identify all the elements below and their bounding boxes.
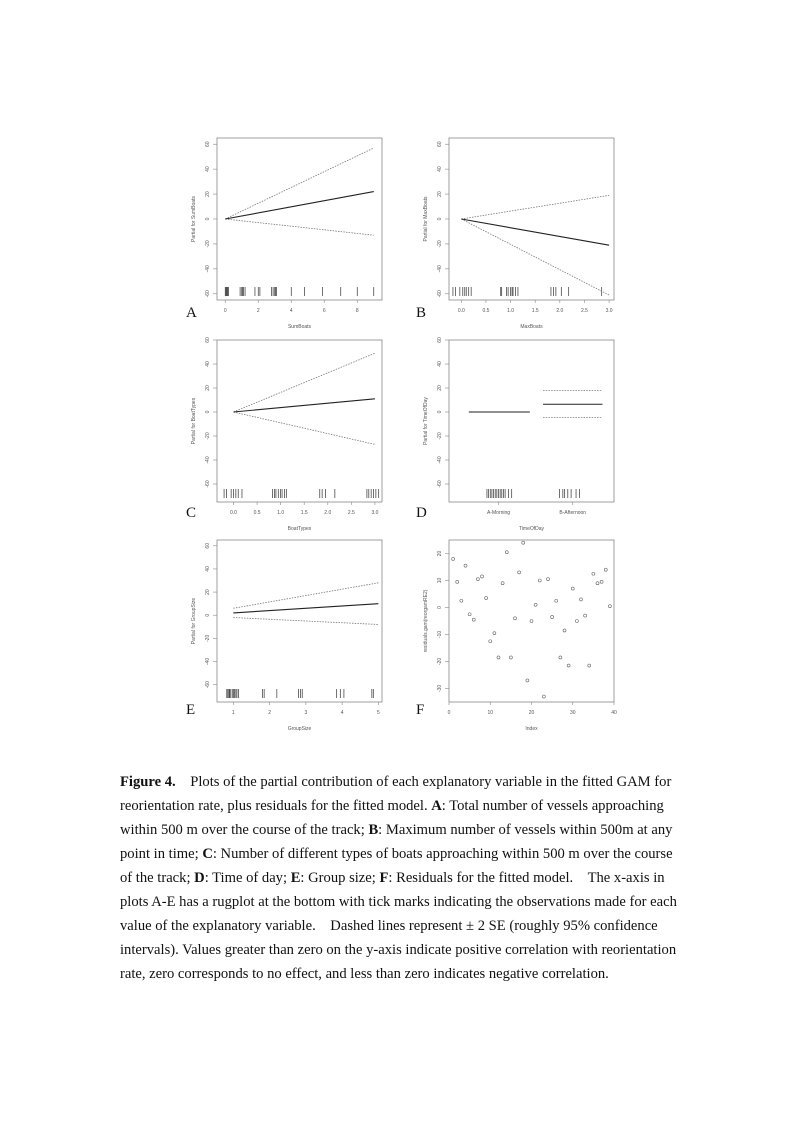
y-tick-label: -40 xyxy=(205,657,211,666)
x-tick-label: 1 xyxy=(231,710,235,716)
residual-point xyxy=(604,568,607,571)
residual-point xyxy=(596,582,599,585)
panel-letter-e: E xyxy=(186,702,196,718)
panel-c xyxy=(165,332,400,532)
residual-point xyxy=(505,551,508,554)
caption-label: Figure 4. xyxy=(120,774,176,790)
x-tick-label: 3.0 xyxy=(371,510,379,516)
x-tick-label: 2.0 xyxy=(324,510,332,516)
residual-point xyxy=(518,571,521,574)
y-tick-label: 60 xyxy=(205,337,211,343)
residual-point xyxy=(600,580,603,583)
y-tick-label: 20 xyxy=(437,191,443,197)
y-tick-label: -10 xyxy=(437,630,443,639)
panel-letter-b: B xyxy=(416,305,427,321)
panel-d xyxy=(397,332,632,532)
residual-point xyxy=(571,587,574,590)
panel-f-plot xyxy=(397,532,632,732)
x-tick-label: 1.5 xyxy=(531,308,539,314)
y-tick-label: -30 xyxy=(437,684,443,693)
y-tick-label: 60 xyxy=(205,543,211,549)
residual-point xyxy=(551,615,554,618)
caption-key-d: D xyxy=(194,870,205,886)
x-axis-title: BoatTypes xyxy=(287,526,312,532)
x-axis-title: TimeOfDay xyxy=(518,526,545,532)
x-tick-label: 2 xyxy=(256,308,260,314)
x-tick-label: 0.5 xyxy=(253,510,261,516)
y-tick-label: 20 xyxy=(437,385,443,391)
residual-point xyxy=(472,618,475,621)
figure-caption xyxy=(120,770,685,986)
x-tick-label: 40 xyxy=(611,710,617,716)
residual-point xyxy=(460,599,463,602)
residual-point xyxy=(592,572,595,575)
residual-point xyxy=(530,620,533,623)
x-axis-title: GroupSize xyxy=(287,726,312,732)
residual-point xyxy=(575,620,578,623)
residual-point xyxy=(489,640,492,643)
y-tick-label: -20 xyxy=(437,657,443,666)
panel-b-plot xyxy=(397,130,632,330)
residual-point xyxy=(538,579,541,582)
y-tick-label: -40 xyxy=(205,456,211,464)
caption-key-a: A xyxy=(431,798,442,814)
upper-se-line xyxy=(234,353,375,412)
y-tick-label: -20 xyxy=(205,240,211,248)
y-tick-label: -20 xyxy=(437,432,443,440)
y-tick-label: 0 xyxy=(437,606,443,609)
lower-se-line xyxy=(233,618,378,625)
residual-point xyxy=(481,575,484,578)
panel-letter-a: A xyxy=(186,305,197,321)
x-tick-label: 1.5 xyxy=(300,510,308,516)
x-axis-title: SumBoats xyxy=(287,324,312,330)
panel-e-plot xyxy=(165,532,400,732)
x-tick-label: 4 xyxy=(289,308,293,314)
residual-point xyxy=(542,695,545,698)
panel-letter-f: F xyxy=(416,702,425,718)
fit-line xyxy=(233,604,378,613)
x-tick-label: 6 xyxy=(322,308,326,314)
panel-a-plot xyxy=(165,130,400,330)
y-axis-title: Partial for MaxBoats xyxy=(423,196,429,242)
residual-point xyxy=(547,578,550,581)
residual-point xyxy=(509,656,512,659)
panel-letter-c: C xyxy=(186,505,197,521)
caption-key-c: C xyxy=(202,846,213,862)
y-tick-label: 40 xyxy=(205,361,211,367)
x-tick-label: 1.0 xyxy=(277,510,285,516)
caption-key-f: F xyxy=(379,870,389,886)
upper-se-line xyxy=(233,583,378,608)
x-tick-label: 4 xyxy=(340,710,344,716)
y-tick-label: 20 xyxy=(205,191,211,197)
residual-point xyxy=(608,605,611,608)
caption-intro: Plots of the partial contribution of each explanatory variable in the fitted GAM for reorientation rate, plus residuals for the fitted model. xyxy=(120,774,672,814)
panel-b xyxy=(397,130,632,330)
caption-key-b: B xyxy=(368,822,379,838)
y-tick-label: -60 xyxy=(437,480,443,488)
y-tick-label: 0 xyxy=(205,217,211,221)
y-tick-label: -40 xyxy=(437,456,443,464)
y-tick-label: -40 xyxy=(205,265,211,273)
caption-key-e: E xyxy=(290,870,301,886)
lower-se-line xyxy=(461,219,609,295)
panel-f xyxy=(397,532,632,732)
x-tick-label: 20 xyxy=(528,710,535,716)
x-tick-label: 0.0 xyxy=(230,510,237,516)
plot-frame xyxy=(449,138,614,300)
x-tick-label: 0.5 xyxy=(482,308,490,314)
y-tick-label: 40 xyxy=(205,566,211,572)
panel-c-plot xyxy=(165,332,400,532)
y-tick-label: 0 xyxy=(437,410,443,414)
x-tick-label: 0 xyxy=(223,308,227,314)
y-tick-label: 0 xyxy=(205,410,211,414)
residual-point xyxy=(567,664,570,667)
y-tick-label: 10 xyxy=(437,577,443,584)
x-axis-title: Index xyxy=(525,726,538,732)
residual-point xyxy=(584,614,587,617)
residual-point xyxy=(497,656,500,659)
residual-point xyxy=(514,617,517,620)
caption-text-e: : Group size; xyxy=(300,870,376,886)
residual-point xyxy=(588,664,591,667)
caption-text-a: : Total number of vessels approaching within 500 m over the course of the track; xyxy=(120,798,664,838)
y-tick-label: -60 xyxy=(205,681,211,689)
residual-point xyxy=(485,597,488,600)
residual-point xyxy=(452,557,455,560)
y-tick-label: 40 xyxy=(437,361,443,367)
y-tick-label: -60 xyxy=(205,480,211,488)
x-tick-label: 2.5 xyxy=(580,308,588,314)
y-axis-title: Partial for TimeOfDay xyxy=(423,397,429,445)
x-tick-label: 10 xyxy=(487,710,494,716)
caption-text-d: : Time of day; xyxy=(204,870,288,886)
caption-text-f: : Residuals for the fitted model. xyxy=(388,870,574,886)
lower-se-line xyxy=(234,412,375,444)
y-axis-title: Partial for BoatTypes xyxy=(191,397,197,445)
residual-point xyxy=(555,599,558,602)
x-tick-label: 0.0 xyxy=(457,308,465,314)
fit-line xyxy=(234,399,375,412)
y-tick-label: 20 xyxy=(205,589,211,595)
y-tick-label: -20 xyxy=(205,634,211,642)
x-tick-label: 8 xyxy=(355,308,359,314)
panel-d-plot xyxy=(397,332,632,532)
y-tick-label: -60 xyxy=(205,290,211,298)
x-tick-label: A-Morning xyxy=(486,510,511,516)
plot-frame xyxy=(217,340,382,502)
y-tick-label: -40 xyxy=(437,265,443,273)
y-tick-label: 0 xyxy=(205,613,211,617)
fit-line xyxy=(225,192,374,219)
y-tick-label: 0 xyxy=(437,217,443,221)
y-tick-label: 60 xyxy=(437,337,443,343)
x-tick-label: 2.0 xyxy=(556,308,564,314)
x-tick-label: 0 xyxy=(447,710,451,716)
x-tick-label: 3.0 xyxy=(605,308,613,314)
residual-point xyxy=(580,598,583,601)
y-tick-label: 40 xyxy=(437,166,443,172)
residual-point xyxy=(468,613,471,616)
x-tick-label: 2 xyxy=(268,710,271,716)
y-axis-title: Partial for SumBoats xyxy=(191,196,197,242)
lower-se-line xyxy=(225,219,374,235)
plot-frame xyxy=(217,138,382,300)
residual-point xyxy=(456,580,459,583)
x-tick-label: B-Afternoon xyxy=(559,510,587,516)
y-tick-label: -60 xyxy=(437,290,443,298)
caption-rest: The x-axis in plots A-E has a rugplot at the bottom with tick marks indicating the observations made for each value of the explanatory variable. Dashed lines represent ± 2 SE (roughly 95% confidence intervals). Values greater than zero on the y-axis indicate positive correlation with reorientation rate, zero corresponds to no effect, and less than zero indicates negative correlation. xyxy=(120,870,681,982)
residual-point xyxy=(501,582,504,585)
panel-e xyxy=(165,532,400,732)
y-tick-label: 20 xyxy=(205,385,211,391)
y-tick-label: 20 xyxy=(437,550,443,557)
residual-point xyxy=(559,656,562,659)
y-axis-title: residuals.gam(reorgamRE2) xyxy=(423,589,429,653)
upper-se-line xyxy=(461,195,609,219)
x-tick-label: 2.5 xyxy=(347,510,355,516)
residual-point xyxy=(464,564,467,567)
x-axis-title: MaxBoats xyxy=(520,324,543,330)
residual-point xyxy=(526,679,529,682)
fit-line xyxy=(461,219,609,245)
panel-a xyxy=(165,130,400,330)
y-tick-label: 40 xyxy=(205,166,211,172)
residual-point xyxy=(493,632,496,635)
plot-frame xyxy=(449,340,614,502)
residual-point xyxy=(522,541,525,544)
y-tick-label: -20 xyxy=(205,432,211,440)
x-tick-label: 1.0 xyxy=(507,308,515,314)
residual-point xyxy=(534,603,537,606)
x-tick-label: 30 xyxy=(569,710,576,716)
caption-text-b: : Maximum number of vessels within 500m at any point in time; xyxy=(120,822,673,862)
y-tick-label: -20 xyxy=(437,240,443,248)
x-tick-label: 3 xyxy=(304,710,308,716)
y-axis-title: Partial for GroupSize xyxy=(191,597,197,645)
x-tick-label: 5 xyxy=(376,710,380,716)
y-tick-label: 60 xyxy=(437,141,443,148)
y-tick-label: 60 xyxy=(205,141,211,148)
panel-letter-d: D xyxy=(416,505,427,521)
residual-point xyxy=(476,578,479,581)
upper-se-line xyxy=(225,148,374,219)
caption-text-c: : Number of different types of boats approaching within 500 m over the course of the track; xyxy=(120,846,673,886)
residual-point xyxy=(563,629,566,632)
